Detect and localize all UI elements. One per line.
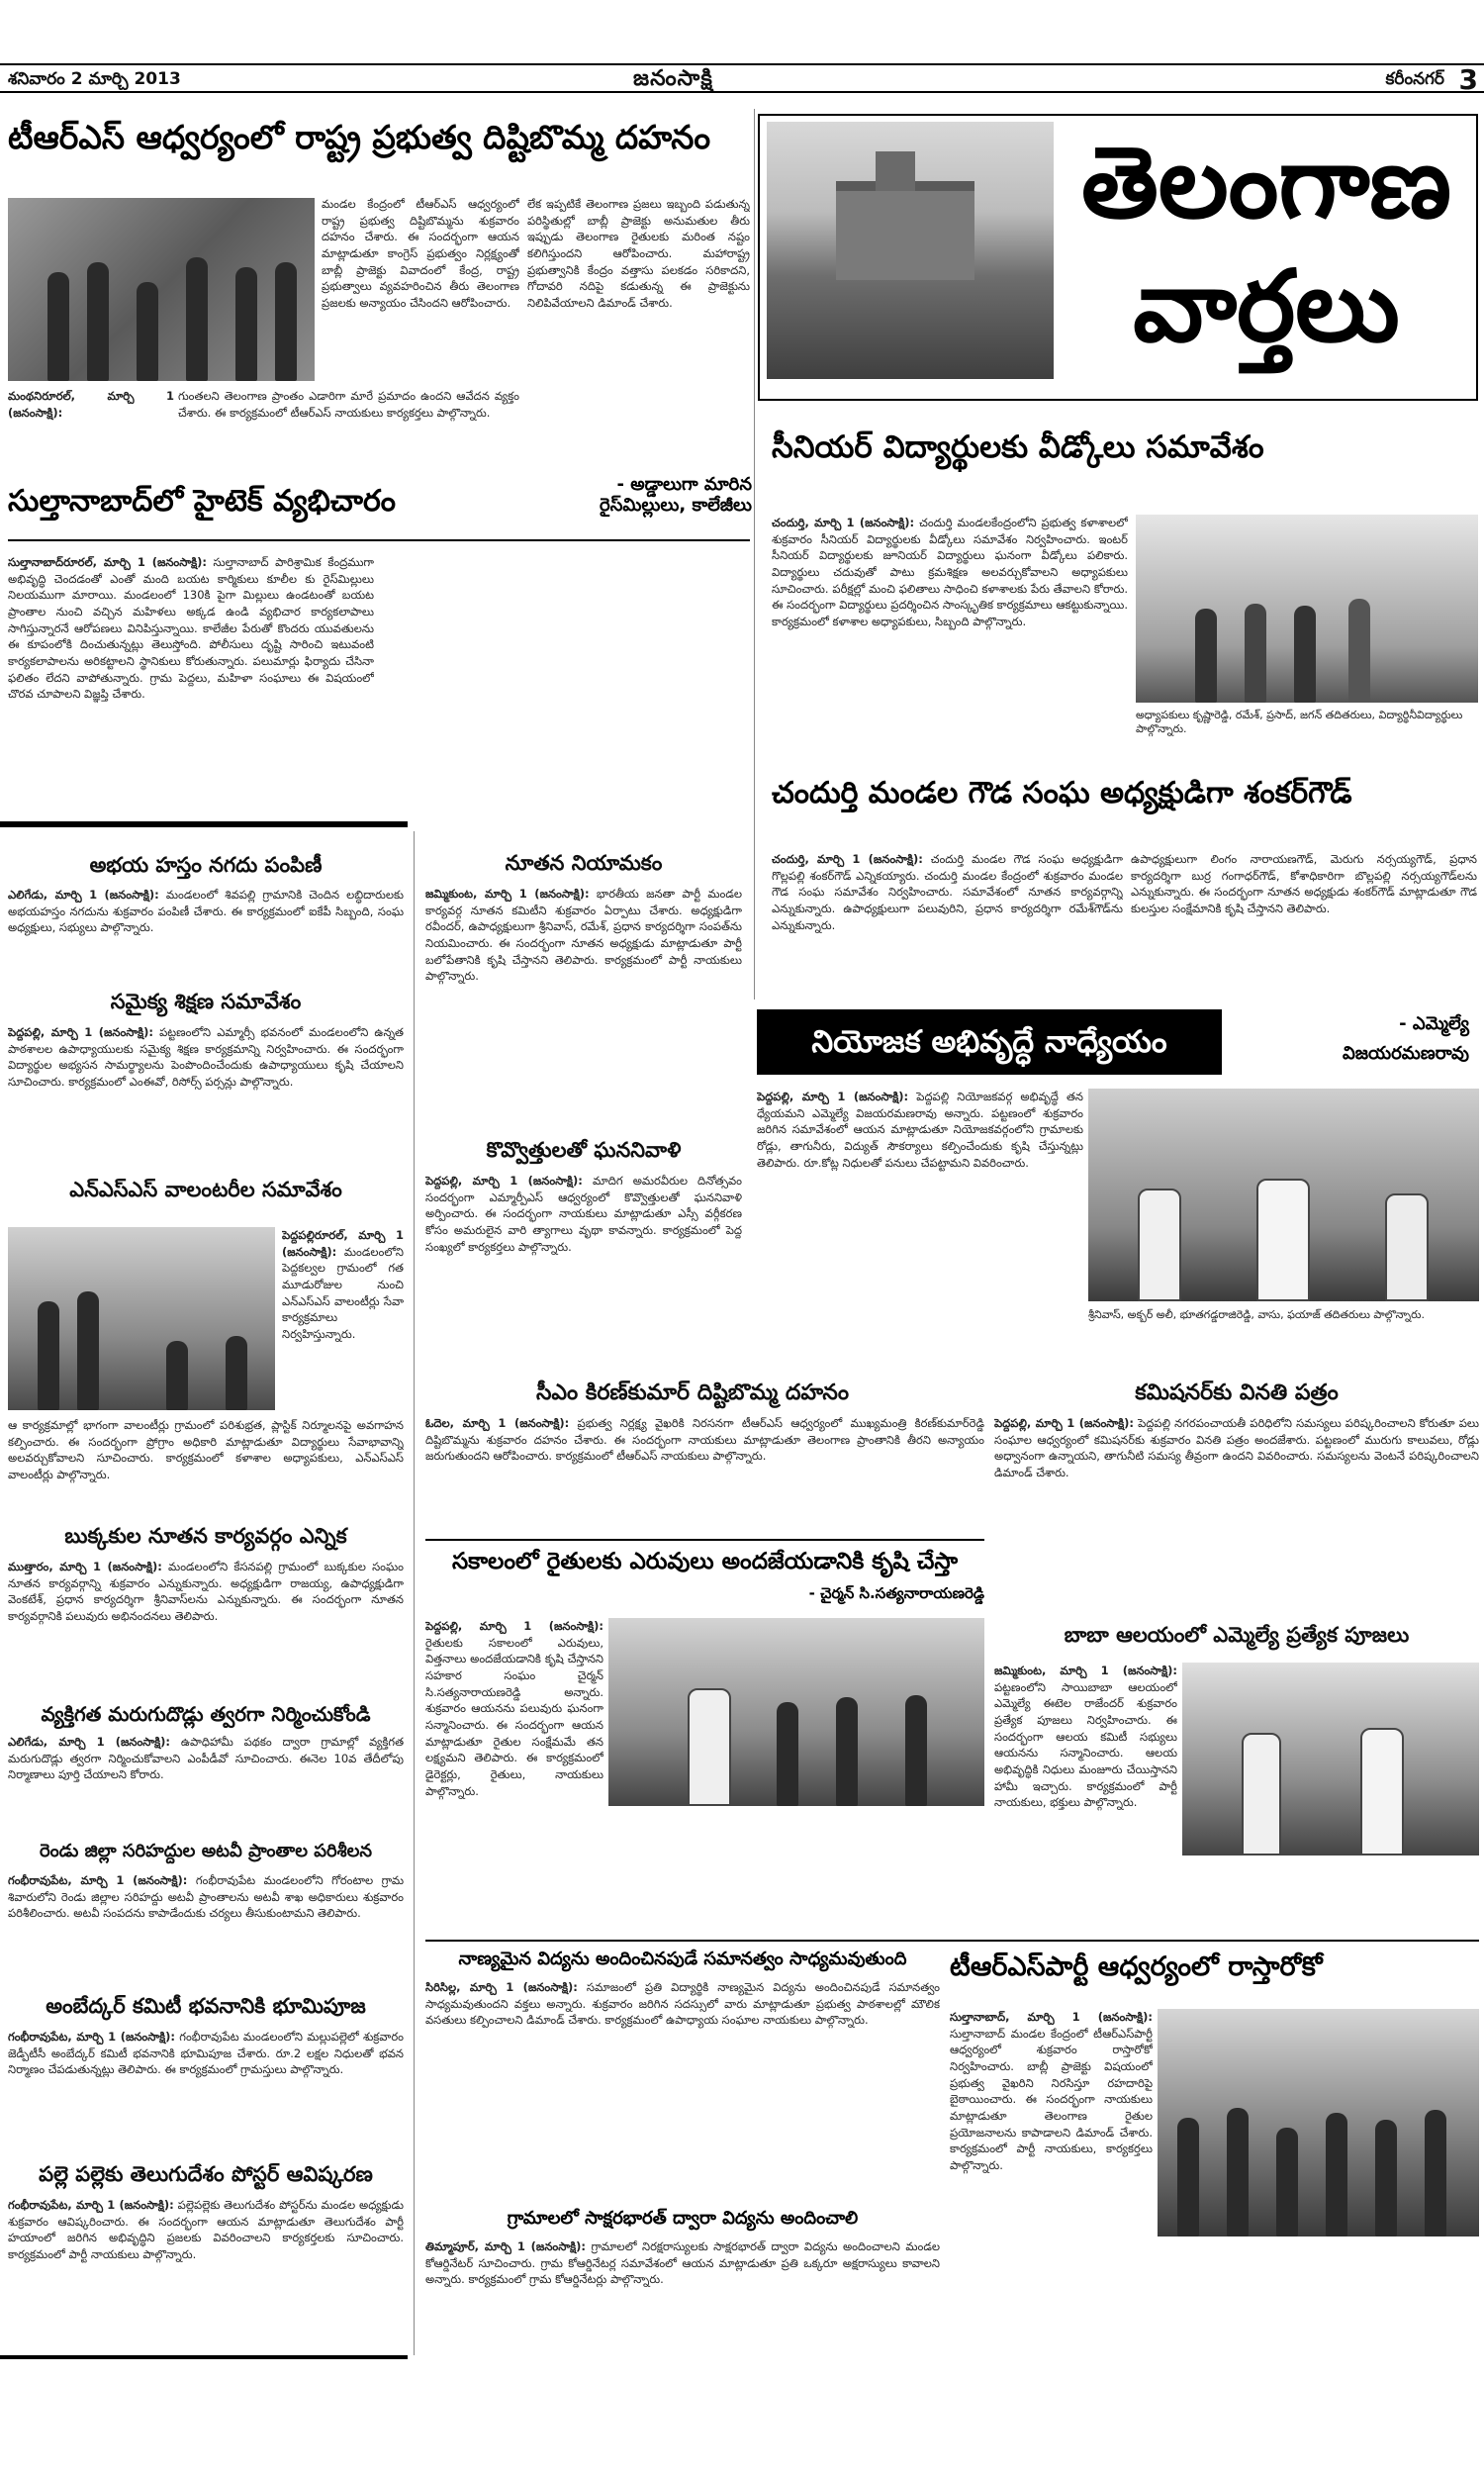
seniors-photo (1136, 515, 1478, 703)
education-body: సమాజంలో ప్రతి విద్యార్థికి నాణ్యమైన విద్యను అందించినపుడే సమానత్వం సాధ్యమవుతుందని వక్తలు అన్నారు. శుక్రవారం జరిగిన సదస్సులో వారు మాట్లాడుతూ ప్రభుత్వ పాఠశాలల్లో మౌలిక వసతులు కల్పించాలని డిమాండ్ చేశారు. కార్యక్రమంలో ఉపాధ్యాయ సంఘాల నాయకులు పాల్గొన్నారు. (425, 1980, 940, 2028)
baba-body: పట్టణంలోని సాయిబాబా ఆలయంలో ఎమ్మెల్యే ఈటెల రాజేందర్ శుక్రవారం ప్రత్యేక పూజలు నిర్వహించారు. ఈ సందర్భంగా ఆలయ కమిటీ సభ్యులు ఆయనను సన్మానించారు. ఆలయ అభివృద్ధికి నిధులు మంజూరు చేయిస్తానని హామీ ఇచ్చారు. కార్యక్రమంలో పార్టీ నాయకులు, భక్తులు పాల్గొన్నారు. (994, 1679, 1177, 1810)
baba-photo (1182, 1663, 1479, 1856)
toilets-body-wrap (8, 1734, 404, 1823)
ambedkar-body-wrap (8, 2029, 404, 2138)
seniors-body-wrap (772, 515, 1128, 762)
seniors-headline: సీనియర్ విద్యార్థులకు వీడ్కోలు సమావేశం (772, 429, 1264, 465)
collector-body: పెద్దపల్లి నగరపంచాయతీ పరిధిలోని సమస్యలు పరిష్కరించాలని కోరుతూ పలు సంఘాల ఆధ్వర్యంలో కమిషనర్‌కు శుక్రవారం వినతి పత్రం అందజేశారు. పట్టణంలో మురుగు కాలువలు, రోడ్లు అధ్వానంగా ఉన్నాయని, తాగునీటి సమస్య తీవ్రంగా ఉందని వివరించారు. సమస్యలను వెంటనే పరిష్కరించాలని డిమాండ్ చేశారు. (994, 1416, 1479, 1480)
issue-date: శనివారం 2 మార్చి 2013 (8, 69, 181, 89)
seniors-dateline: చందుర్తి, మార్చి 1 (జనంసాక్షి): (772, 516, 915, 529)
divider (0, 2355, 408, 2359)
new-rules-dateline: జమ్మికుంట, మార్చి 1 (జనంసాక్షి): (425, 887, 590, 901)
farmers-dateline: పెద్దపల్లి, మార్చి 1 (జనంసాక్షి): (425, 1619, 603, 1633)
baba-dateline: జమ్మికుంట, మార్చి 1 (జనంసాక్షి): (994, 1664, 1177, 1677)
divider (8, 539, 750, 541)
ambedkar-dateline: గంభీరావుపేట, మార్చి 1 (జనంసాక్షి): (8, 2030, 175, 2044)
kovvottulu-body-wrap (425, 1173, 742, 1380)
tdp-poster-body-wrap (8, 2197, 404, 2335)
bukkakulu-headline: బుక్కకుల నూతన కార్యవర్గం ఎన్నిక (64, 1524, 347, 1548)
niyojaka-body-wrap (757, 1089, 1083, 1366)
masthead-strip (0, 63, 1484, 96)
saakshara-dateline: తిమ్మాపూర్, మార్చి 1 (జనంసాక్షి): (425, 2239, 586, 2253)
cm-effigy-dateline: ఓదెల, మార్చి 1 (జనంసాక్షి): (425, 1416, 570, 1430)
bukkakulu-body-wrap (8, 1559, 404, 1677)
trs-effigy-photo (8, 198, 315, 381)
column-separator (754, 109, 755, 999)
farmers-photo (608, 1618, 984, 1806)
cm-effigy-body: ప్రభుత్వ నిర్లక్ష్య వైఖరికి నిరసనగా టీఆర్ఎస్ ఆధ్వర్యంలో ముఖ్యమంత్రి కిరణ్‌కుమార్‌రెడ్డి దిష్టిబొమ్మను శుక్రవారం దహనం చేశారు. ఈ సందర్భంగా నాయకులు మాట్లాడుతూ తెలంగాణ ప్రాంతానికి తీరని అన్యాయం జరుగుతుందని ఆరోపించారు. కార్యక్రమంలో టీఆర్ఎస్ నాయకులు పాల్గొన్నారు. (425, 1416, 984, 1464)
rastaroko-body: సుల్తానాబాద్ మండల కేంద్రంలో టీఆర్ఎస్‌పార్టీ ఆధ్వర్యంలో శుక్రవారం రాస్తారోకో నిర్వహించారు. బాబ్లీ ప్రాజెక్టు విషయంలో ప్రభుత్వ వైఖరిని నిరసిస్తూ రహదారిపై బైఠాయించారు. ఈ సందర్భంగా నాయకులు మాట్లాడుతూ తెలంగాణ రైతుల ప్రయోజనాలను కాపాడాలని డిమాండ్ చేశారు. కార్యక్రమంలో పార్టీ నాయకులు, కార్యకర్తలు పాల్గొన్నారు. (950, 2026, 1153, 2173)
rastaroko-body-wrap (950, 2009, 1153, 2345)
tdp-poster-headline: పల్లె పల్లెకు తెలుగుదేశం పోస్టర్ ఆవిష్కరణ (39, 2162, 373, 2186)
samaikya-body-wrap (8, 1024, 404, 1138)
nss-side-wrap (282, 1227, 404, 1415)
farmers-subhead: - చైర్మన్ సి.సత్యనారాయణరెడ్డి (808, 1584, 984, 1602)
rastaroko-dateline: సుల్తానాబాద్, మార్చి 1 (జనంసాక్షి): (950, 2010, 1153, 2024)
divider (0, 821, 408, 827)
ambedkar-body: గంభీరావుపేట మండలంలోని మల్లుపల్లెలో శుక్రవారం జెడ్పీటీసీ అంబేద్కర్ కమిటీ భవనానికి భూమిపూజ చేశారు. రూ.2 లక్షల నిధులతో భవన నిర్మాణం చేపడుతున్నట్లు తెలిపారు. ఈ కార్యక్రమంలో గ్రామస్తులు పాల్గొన్నారు. (8, 2030, 404, 2077)
baba-headline: బాబా ఆలయంలో ఎమ్మెల్యే ప్రత్యేక పూజలు (1064, 1623, 1410, 1647)
niyojaka-photo (1088, 1089, 1479, 1301)
nss-body: ఆ కార్యక్రమాల్లో భాగంగా వాలంటీర్లు గ్రామంలో పరిశుభ్రత, ప్లాస్టిక్ నిర్మూలనపై అవగాహన కల్పించారు. ఈ సందర్భంగా ప్రోగ్రాం అధికారి మాట్లాడుతూ విద్యార్థులు సేవాభావాన్ని అలవర్చుకోవాలని సూచించారు. కార్యక్రమంలో కళాశాల అధ్యాపకులు, ఎన్ఎస్ఎస్ వాలంటీర్లు పాల్గొన్నారు. (8, 1418, 404, 1482)
new-rules-body-wrap (425, 886, 742, 1113)
abhaya-headline: అభయ హస్తం నగదు పంపిణీ (89, 853, 323, 877)
saakshara-body-wrap (425, 2238, 940, 2357)
toilets-body: ఉపాధిహామీ పథకం ద్వారా గ్రామాల్లో వ్యక్తిగత మరుగుదొడ్లు త్వరగా నిర్మించుకోవాలని ఎంపీడీవో సూచించారు. ఈనెల 10వ తేదీలోపు నిర్మాణాలు పూర్తి చేయాలని కోరారు. (8, 1735, 404, 1782)
kovvottulu-body: మాదిగ అమరవీరుల దినోత్సవం సందర్భంగా ఎమ్మార్పీఎస్ ఆధ్వర్యంలో కొవ్వొత్తులతో ఘననివాళి అర్పించారు. ఈ సందర్భంగా నాయకులు మాట్లాడుతూ ఎస్సీ వర్గీకరణ కోసం అమరులైన వారి త్యాగాలు వృథా కావన్నారు. కార్యక్రమంలో పెద్ద సంఖ్యలో కార్యకర్తలు పాల్గొన్నారు. (425, 1174, 742, 1254)
forest-headline: రెండు జిల్లా సరిహద్దుల అటవీ ప్రాంతాల పరిశీలన (39, 1841, 373, 1861)
nss-dateline: పెద్దపల్లిరూరల్, మార్చి 1 (జనంసాక్షి): (282, 1228, 404, 1259)
ambedkar-headline: అంబేద్కర్ కమిటీ భవనానికి భూమిపూజ (46, 1994, 366, 2018)
trs-effigy-headline: టీఆర్ఎస్ ఆధ్వర్యంలో రాష్ట్ర ప్రభుత్వ దిష్టిబొమ్మ దహనం (8, 118, 711, 156)
section-banner-line1: తెలంగాణ (1080, 125, 1452, 240)
trs-effigy-body-b: లేక ఇప్పటికే తెలంగాణ ప్రజలు ఇబ్బంది పడుతున్న పరిస్థితుల్లో బాబ్లీ ప్రాజెక్టు అనుమతుల తీరు ఇప్పుడు తెలంగాణ రైతులకు మరింత నష్టం కలిగిస్తుందని ఆరోపించారు. మహారాష్ట్ర ప్రభుత్వానికి కేంద్రం వత్తాసు పలకడం సరికాదని, గోదావరి నదిపై కడుతున్న ఈ ప్రాజెక్టును నిలిపివేయాలని డిమాండ్ చేశారు. (527, 197, 750, 311)
gouda-body-b: ఉపాధ్యక్షులుగా లింగం నారాయణగౌడ్, మెరుగు నర్సయ్యగౌడ్, ప్రధాన కార్యదర్శిగా బుర్ర గంగాధర్‌గౌడ్, కోశాధికారిగా బొల్లపల్లి నర్సయ్యగౌడ్‌లను ఎన్నుకున్నారు. ఈ సందర్భంగా నూతన అధ్యక్షుడు శంకర్‌గౌడ్ మాట్లాడుతూ గౌడ కులస్తుల సంక్షేమానికి కృషి చేస్తానని తెలిపారు. (1131, 852, 1477, 916)
toilets-dateline: ఎలిగేడు, మార్చి 1 (జనంసాక్షి): (8, 1735, 171, 1749)
gouda-headline: చందుర్తి మండల గౌడ సంఘ అధ్యక్షుడిగా శంకర్‌గౌడ్ (772, 776, 1352, 810)
collector-headline: కమిషనర్‌కు వినతి పత్రం (1135, 1380, 1339, 1405)
sultanabad-dateline: సుల్తానాబాద్‌రూరల్, మార్చి 1 (జనంసాక్షి): (8, 555, 207, 569)
trs-effigy-body-c: గుంతలని తెలంగాణ ప్రాంతం ఎడారిగా మారే ప్రమాదం ఉందని ఆవేదన వ్యక్తం చేశారు. ఈ కార్యక్రమంలో టీఆర్ఎస్ నాయకులు కార్యకర్తలు పాల్గొన్నారు. (178, 389, 519, 420)
new-rules-body: భారతీయ జనతా పార్టీ మండల కార్యవర్గ నూతన కమిటీని శుక్రవారం ఏర్పాటు చేశారు. అధ్యక్షుడిగా రవీందర్, ఉపాధ్యక్షులుగా శ్రీనివాస్, రమేశ్, ప్రధాన కార్యదర్శిగా సంపత్‌ను నియమించారు. ఈ సందర్భంగా నూతన అధ్యక్షుడు మాట్లాడుతూ పార్టీ బలోపేతానికి కృషి చేస్తానని తెలిపారు. కార్యక్రమంలో పార్టీ నాయకులు పాల్గొన్నారు. (425, 887, 742, 984)
niyojaka-body: పెద్దపల్లి నియోజకవర్గ అభివృద్ధే తన ధ్యేయమని ఎమ్మెల్యే విజయరమణరావు అన్నారు. పట్టణంలో శుక్రవారం జరిగిన సమావేశంలో ఆయన మాట్లాడుతూ నియోజకవర్గంలోని గ్రామాలకు రోడ్లు, తాగునీరు, విద్యుత్ సౌకర్యాలు కల్పించేందుకు కృషి చేస్తున్నట్లు తెలిపారు. రూ.కోట్ల నిధులతో పనులు చేపట్టామని వివరించారు. (757, 1090, 1083, 1170)
bukkakulu-body: మండలంలోని కేసనపల్లి గ్రామంలో బుక్కకుల సంఘం నూతన కార్యవర్గాన్ని శుక్రవారం ఎన్నుకున్నారు. అధ్యక్షుడిగా రాజయ్య, ఉపాధ్యక్షుడిగా వెంకటేశ్, ప్రధాన కార్యదర్శిగా శ్రీనివాస్‌లను ఎన్నుకున్నారు. ఈ సందర్భంగా నూతన కార్యవర్గానికి పలువురు అభినందనలు తెలిపారు. (8, 1560, 404, 1624)
toilets-headline: వ్యక్తిగత మరుగుదొడ్లు త్వరగా నిర్మించుకోండి (41, 1702, 371, 1726)
collector-body-wrap (994, 1415, 1479, 1598)
gouda-body-a: చందుర్తి మండల గౌడ సంఘ అధ్యక్షుడిగా గొల్లపల్లి శంకర్‌గౌడ్ ఎన్నికయ్యారు. చందుర్తి మండల కేంద్రంలో శుక్రవారం మండల గౌడ సంఘ సమావేశం నిర్వహించారు. సమావేశంలో నూతన కార్యవర్గాన్ని ఎన్నుకున్నారు. ఉపాధ్యక్షులుగా పలువురిని, ప్రధాన కార్యదర్శిగా రమేశ్‌గౌడ్‌ను ఎన్నుకున్నారు. (772, 852, 1123, 932)
niyojaka-subhead-b: విజయరమణరావు (1343, 1043, 1469, 1064)
seniors-caption: అధ్యాపకులు కృష్ణారెడ్డి, రమేశ్, ప్రసాద్, జగన్ తదితరులు, విద్యార్థినీవిద్యార్థులు పాల్గొన్నారు. (1136, 709, 1463, 736)
education-body-wrap (425, 1979, 940, 2197)
forest-body: గంభీరావుపేట మండలంలోని గోరంటాల గ్రామ శివారులోని రెండు జిల్లాల సరిహద్దు అటవీ ప్రాంతాలను అటవీ శాఖ అధికారులు శుక్రవారం పరిశీలించారు. అటవీ సంపదను కాపాడేందుకు చర్యలు తీసుకుంటామని తెలిపారు. (8, 1873, 404, 1921)
nss-body-side: మండలంలోని పెద్దకల్వల గ్రామంలో గత మూడురోజుల నుంచి ఎన్ఎస్ఎస్ వాలంటీర్లు సేవా కార్యక్రమాలు నిర్వహిస్తున్నారు. (282, 1244, 404, 1342)
page-number: 3 (1458, 63, 1478, 96)
samaikya-headline: సమైక్య శిక్షణ సమావేశం (110, 990, 302, 1013)
tdp-poster-dateline: గంభీరావుపేట, మార్చి 1 (జనంసాక్షి): (8, 2198, 174, 2212)
samaikya-dateline: పెద్దపల్లి, మార్చి 1 (జనంసాక్షి): (8, 1025, 154, 1039)
gouda-dateline: చందుర్తి, మార్చి 1 (జనంసాక్షి): (772, 852, 923, 866)
saakshara-body: గ్రామాలలో నిరక్షరాస్యులకు సాక్షరభారత్ ద్వారా విద్యను అందించాలని మండల కోఆర్డినేటర్ సూచించారు. గ్రామ కోఆర్డినేటర్ల సమావేశంలో ఆయన మాట్లాడుతూ ప్రతి ఒక్కరూ అక్షరాస్యులు కావాలని అన్నారు. కార్యక్రమంలో గ్రామ కోఆర్డినేటర్లు పాల్గొన్నారు. (425, 2239, 940, 2287)
edition-region: కరీంనగర్ (1385, 69, 1444, 89)
column-separator (414, 831, 415, 2355)
section-banner-line2: వార్తలు (1133, 248, 1400, 364)
niyojaka-caption: శ్రీనివాస్, అక్బర్ అలీ, భూతగడ్డరాజిరెడ్డి, వాసు, ఫయాజ్ తదితరులు పాల్గొన్నారు. (1088, 1308, 1425, 1321)
farmers-headline: సకాలంలో రైతులకు ఎరువులు అందజేయడానికి కృషి చేస్తా (451, 1549, 959, 1574)
sultanabad-headline: సుల్తానాబాద్‌లో హైటెక్ వ్యభిచారం (8, 484, 396, 519)
cm-effigy-headline: సీఎం కిరణ్‌కుమార్ దిష్టిబొమ్మ దహనం (535, 1380, 850, 1405)
forest-dateline: గంభీరావుపేట, మార్చి 1 (జనంసాక్షి): (8, 1873, 188, 1887)
nss-headline: ఎన్ఎస్ఎస్ వాలంటరీల సమావేశం (69, 1178, 342, 1201)
forest-body-wrap (8, 1872, 404, 1971)
kovvottulu-dateline: పెద్దపల్లి, మార్చి 1 (జనంసాక్షి): (425, 1174, 583, 1188)
baba-body-wrap (994, 1663, 1177, 1910)
farmers-body: రైతులకు సకాలంలో ఎరువులు, విత్తనాలు అందజేయడానికి కృషి చేస్తానని సహకార సంఘం చైర్మన్ సి.సత్యనారాయణరెడ్డి అన్నారు. శుక్రవారం ఆయనను పలువురు ఘనంగా సన్మానించారు. ఈ సందర్భంగా ఆయన మాట్లాడుతూ రైతుల సంక్షేమమే తన లక్ష్యమని తెలిపారు. ఈ కార్యక్రమంలో డైరెక్టర్లు, రైతులు, నాయకులు పాల్గొన్నారు. (425, 1635, 603, 1798)
cm-effigy-body-wrap (425, 1415, 984, 1529)
abhaya-body-wrap (8, 887, 404, 956)
gouda-body-wrap (772, 851, 1123, 1004)
niyojaka-headline: నియోజక అభివృద్ధే నాధ్యేయం (757, 1009, 1222, 1075)
collector-dateline: పెద్దపల్లి, మార్చి 1 (జనంసాక్షి): (994, 1416, 1134, 1430)
sultanabad-body-a (8, 554, 374, 811)
samaikya-body: పట్టణంలోని ఎమ్మార్సీ భవనంలో మండలంలోని ఉన్నత పాఠశాలల ఉపాధ్యాయులకు సమైక్య శిక్షణ కార్యక్రమాన్ని నిర్వహించారు. ఈ సందర్భంగా విద్యార్థుల అభ్యసన సామర్థ్యాలను పెంపొందించేందుకు ఉపాధ్యాయులు కృషి చేయాలని సూచించారు. కార్యక్రమంలో ఎంఈవో, రిసోర్స్ పర్సన్లు పాల్గొన్నారు. (8, 1025, 404, 1090)
bukkakulu-dateline: ముత్తారం, మార్చి 1 (జనంసాక్షి): (8, 1560, 162, 1573)
trs-effigy-dateline: మంథనిరూరల్, మార్చి 1 (జనంసాక్షి): (8, 389, 174, 420)
nss-photo (8, 1227, 275, 1410)
saakshara-headline: గ్రామాలలో సాక్షరభారత్ ద్వారా విద్యను అందించాలి (507, 2208, 859, 2229)
kovvottulu-headline: కొవ్వొత్తులతో ఘననివాళి (486, 1138, 682, 1162)
niyojaka-subhead-a: - ఎమ్మెల్యే (1399, 1013, 1469, 1034)
education-headline: నాణ్యమైన విద్యను అందించినపుడే సమానత్వం సాధ్యమవుతుంది (458, 1949, 907, 1969)
education-dateline: సిరిసిల్ల, మార్చి 1 (జనంసాక్షి): (425, 1980, 578, 1994)
niyojaka-dateline: పెద్దపల్లి, మార్చి 1 (జనంసాక్షి): (757, 1090, 909, 1103)
divider (425, 1940, 1479, 1942)
abhaya-dateline: ఎలిగేడు, మార్చి 1 (జనంసాక్షి): (8, 888, 159, 902)
divider (425, 1539, 984, 1541)
seniors-body: చందుర్తి మండలకేంద్రంలోని ప్రభుత్వ కళాశాలలో శుక్రవారం సీనియర్ విద్యార్థులకు వీడ్కోలు సమావేశం నిర్వహించారు. ఇంటర్ సీనియర్ విద్యార్థులకు జూనియర్ విద్యార్థులు ఘనంగా వీడ్కోలు పలికారు. విద్యార్థులు చదువుతో పాటు క్రమశిక్షణ అలవర్చుకోవాలని అధ్యాపకులు సూచించారు. పరీక్షల్లో మంచి ఫలితాలు సాధించి కళాశాలకు పేరు తేవాలని కోరారు. ఈ సందర్భంగా విద్యార్థులు ప్రదర్శించిన సాంస్కృతిక కార్యక్రమాలు ఆకట్టుకున్నాయి. కార్యక్రమంలో కళాశాల అధ్యాపకులు, సిబ్బంది పాల్గొన్నారు. (772, 516, 1128, 629)
newspaper-logo: జనంసాక్షి (633, 66, 713, 91)
sultanabad-body: సుల్తానాబాద్ పారిశ్రామిక కేంద్రముగా అభివృద్ధి చెందడంతో ఎంతో మంది బయట కార్మికులు కూలీల కు రైస్‌మిల్లులు నిలయముగా మారాయి. మండలంలో 130కి పైగా మిల్లులు ఉండటంతో బయట ప్రాంతాల నుంచి వచ్చిన మహిళలు అక్కడ ఉండి వ్యభిచార కార్యకలాపాలు సాగిస్తున్నారనే ఆరోపణలు వినిపిస్తున్నాయి. కాలేజీల పేరుతో కొందరు యువతులను ఈ కూపంలోకి దించుతున్నట్లు తెలుస్తోంది. పోలీసులు దృష్టి సారించి ఇటువంటి కార్యకలాపాలను అరికట్టాలని స్థానికులు కోరుతున్నారు. పలుమార్లు ఫిర్యాదు చేసినా ఫలితం లేదని వాపోతున్నారు. గ్రామ పెద్దలు, మహిళా సంఘాలు ఈ విషయంలో చొరవ చూపాలని విజ్ఞప్తి చేశారు. (8, 555, 374, 702)
new-rules-headline: నూతన నియామకం (505, 851, 663, 875)
abhaya-body: మండలంలో శివపల్లి గ్రామానికి చెందిన లబ్ధిదారులకు అభయహస్తం నగదును శుక్రవారం పంపిణీ చేశారు. ఈ కార్యక్రమంలో ఐకేపీ సిబ్బంది, సంఘ అధ్యక్షులు, సభ్యులు పాల్గొన్నారు. (8, 888, 404, 935)
sultanabad-subhead: - అడ్డాలుగా మారిన రైస్‌మిల్లులు, కాలేజీలు (600, 474, 752, 516)
rastaroko-photo (1158, 2009, 1479, 2236)
fort-photo (767, 122, 1054, 379)
tdp-poster-body: పల్లెపల్లెకు తెలుగుదేశం పోస్టర్‌ను మండల అధ్యక్షుడు శుక్రవారం ఆవిష్కరించారు. ఈ సందర్భంగా ఆయన మాట్లాడుతూ తెలుగుదేశం పార్టీ హయాంలో జరిగిన అభివృద్ధిని ప్రజలకు వివరించాలని కార్యకర్తలకు సూచించారు. కార్యక్రమంలో పార్టీ నాయకులు పాల్గొన్నారు. (8, 2198, 404, 2262)
farmers-body-wrap (425, 1618, 603, 1816)
trs-effigy-body-a: మండల కేంద్రంలో టీఆర్ఎస్ ఆధ్వర్యంలో రాష్ట్ర ప్రభుత్వ దిష్టిబొమ్మను శుక్రవారం దహనం చేశారు. ఈ సందర్భంగా ఆయన మాట్లాడుతూ కాంగ్రెస్ ప్రభుత్వం నిర్లక్ష్యంతో బాబ్లీ ప్రాజెక్టు వివాదంలో కేంద్ర, రాష్ట్ర ప్రభుత్వాలు వ్యవహరించిన తీరు తెలంగాణ ప్రజలకు అన్యాయం చేసిందని ఆరోపించారు. (322, 197, 519, 311)
rastaroko-headline: టీఆర్ఎస్‌పార్టీ ఆధ్వర్యంలో రాస్తారోకో (950, 1951, 1323, 1982)
